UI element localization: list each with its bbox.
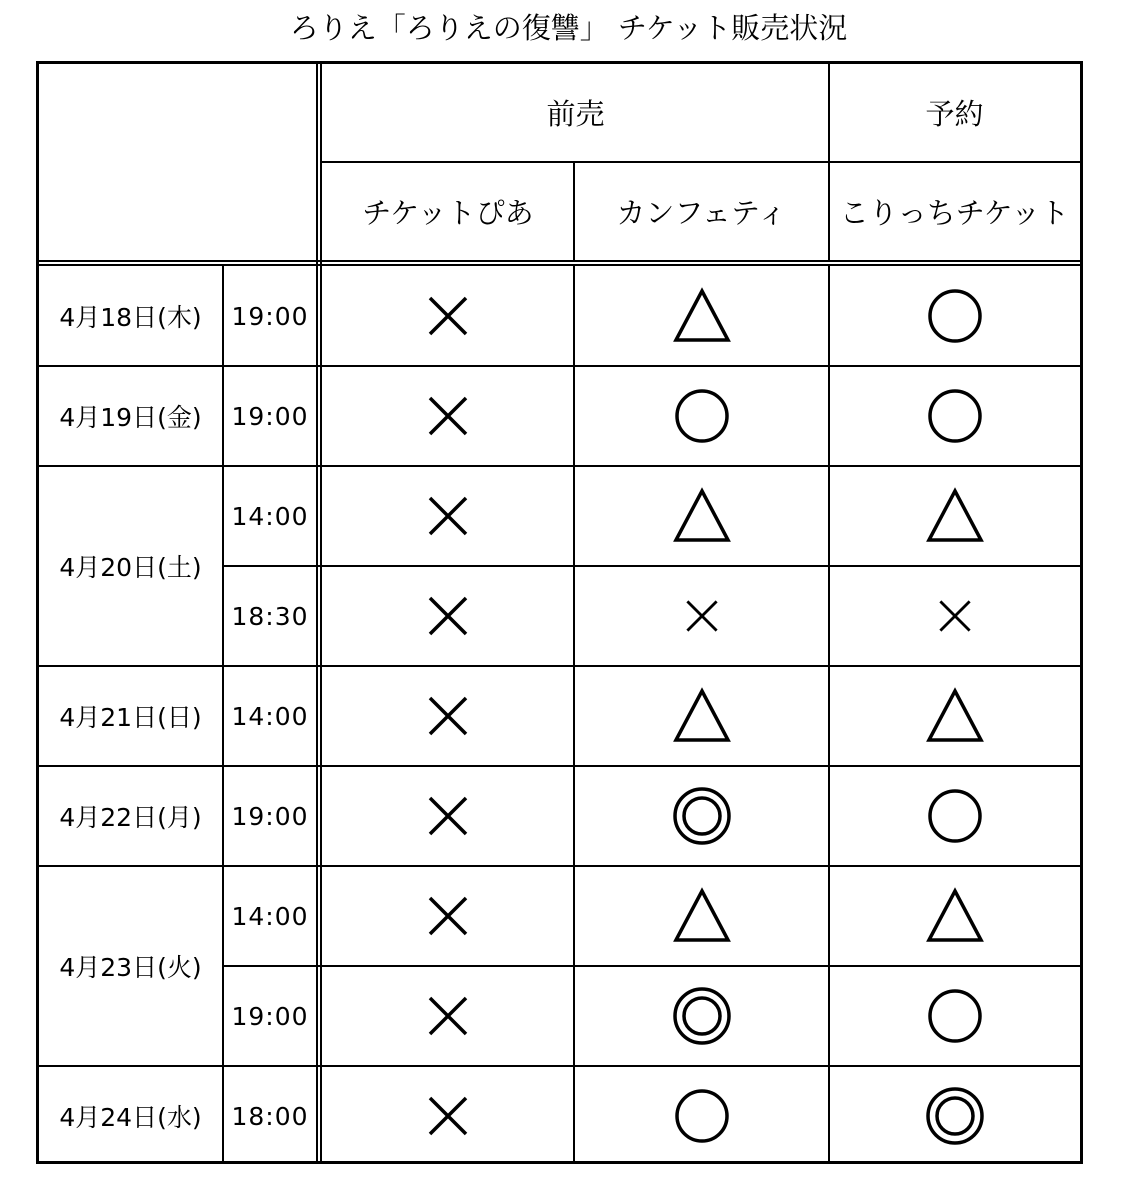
corich-ticket-status xyxy=(829,866,1080,966)
confetti-status xyxy=(574,366,829,466)
ticket-pia-status xyxy=(322,866,574,966)
divider-horizontal xyxy=(222,565,1080,567)
few-left-mark xyxy=(670,884,734,948)
few-left-mark xyxy=(670,684,734,748)
double-divider-vertical xyxy=(316,64,318,1161)
ticket-pia-status xyxy=(322,1066,574,1166)
sold-out-mark xyxy=(416,884,480,948)
corich-ticket-status xyxy=(829,766,1080,866)
ticket-pia-status xyxy=(322,566,574,666)
divider-horizontal xyxy=(39,865,1080,867)
performance-date: 4月22日(月) xyxy=(59,803,202,832)
sold-out-mark xyxy=(416,484,480,548)
header-confetti: カンフェティ xyxy=(616,196,787,230)
plenty-available-mark xyxy=(670,984,734,1048)
available-mark xyxy=(923,284,987,348)
corich-ticket-status xyxy=(829,466,1080,566)
sold-out-mark xyxy=(416,1084,480,1148)
confetti-status xyxy=(574,466,829,566)
ticket-pia-status xyxy=(322,366,574,466)
performance-date: 4月19日(金) xyxy=(59,403,202,432)
divider-horizontal xyxy=(39,665,1080,667)
sold-out-mark xyxy=(416,584,480,648)
performance-time: 19:00 xyxy=(231,801,309,831)
confetti-status xyxy=(574,566,829,666)
performance-time: 19:00 xyxy=(231,1001,309,1031)
divider-vertical xyxy=(222,266,224,1161)
sold-out-mark xyxy=(416,384,480,448)
double-divider-horizontal xyxy=(39,264,1080,266)
ticket-pia-status xyxy=(322,266,574,366)
performance-time: 14:00 xyxy=(231,901,309,931)
confetti-status xyxy=(574,1066,829,1166)
available-mark xyxy=(923,784,987,848)
performance-time: 18:30 xyxy=(231,601,309,631)
corich-ticket-status xyxy=(829,1066,1080,1166)
available-mark xyxy=(923,984,987,1048)
sold-out-mark xyxy=(676,590,728,642)
header-reserve: 予約 xyxy=(925,97,984,131)
performance-time: 19:00 xyxy=(231,401,309,431)
confetti-status xyxy=(574,966,829,1066)
confetti-status xyxy=(574,666,829,766)
ticket-pia-status xyxy=(322,466,574,566)
page-title: ろりえ「ろりえの復讐」 チケット販売状況 xyxy=(289,11,848,45)
corich-ticket-status xyxy=(829,366,1080,466)
confetti-status xyxy=(574,866,829,966)
few-left-mark xyxy=(923,484,987,548)
divider-vertical xyxy=(828,64,830,260)
divider-horizontal xyxy=(222,965,1080,967)
sold-out-mark xyxy=(929,590,981,642)
available-mark xyxy=(670,384,734,448)
header-corich-ticket: こりっちチケット xyxy=(839,196,1070,230)
performance-date: 4月21日(日) xyxy=(59,703,202,732)
performance-time: 18:00 xyxy=(231,1101,309,1131)
performance-time: 14:00 xyxy=(231,501,309,531)
ticket-pia-status xyxy=(322,766,574,866)
divider-horizontal xyxy=(39,365,1080,367)
performance-date: 4月23日(火) xyxy=(59,953,202,982)
ticket-status-table xyxy=(36,61,1083,1164)
header-ticket-pia: チケットぴあ xyxy=(362,196,534,230)
performance-date: 4月24日(水) xyxy=(59,1103,202,1132)
sold-out-mark xyxy=(416,984,480,1048)
divider-horizontal xyxy=(322,161,1080,163)
divider-vertical xyxy=(573,161,575,260)
performance-date: 4月20日(土) xyxy=(59,553,202,582)
performance-time: 14:00 xyxy=(231,701,309,731)
plenty-available-mark xyxy=(670,784,734,848)
ticket-pia-status xyxy=(322,966,574,1066)
divider-horizontal xyxy=(39,765,1080,767)
sold-out-mark xyxy=(416,284,480,348)
few-left-mark xyxy=(923,684,987,748)
header-presale: 前売 xyxy=(546,97,605,131)
corich-ticket-status xyxy=(829,966,1080,1066)
available-mark xyxy=(670,1084,734,1148)
corich-ticket-status xyxy=(829,266,1080,366)
confetti-status xyxy=(574,266,829,366)
confetti-status xyxy=(574,766,829,866)
ticket-pia-status xyxy=(322,666,574,766)
few-left-mark xyxy=(670,484,734,548)
double-divider-horizontal xyxy=(39,260,1080,262)
corich-ticket-status xyxy=(829,666,1080,766)
sold-out-mark xyxy=(416,784,480,848)
sold-out-mark xyxy=(416,684,480,748)
corich-ticket-status xyxy=(829,566,1080,666)
double-divider-vertical xyxy=(320,64,322,1161)
divider-horizontal xyxy=(39,465,1080,467)
divider-vertical xyxy=(828,266,830,1161)
performance-time: 19:00 xyxy=(231,301,309,331)
divider-horizontal xyxy=(39,1065,1080,1067)
available-mark xyxy=(923,384,987,448)
few-left-mark xyxy=(923,884,987,948)
performance-date: 4月18日(木) xyxy=(59,303,202,332)
few-left-mark xyxy=(670,284,734,348)
plenty-available-mark xyxy=(923,1084,987,1148)
divider-vertical xyxy=(573,266,575,1161)
